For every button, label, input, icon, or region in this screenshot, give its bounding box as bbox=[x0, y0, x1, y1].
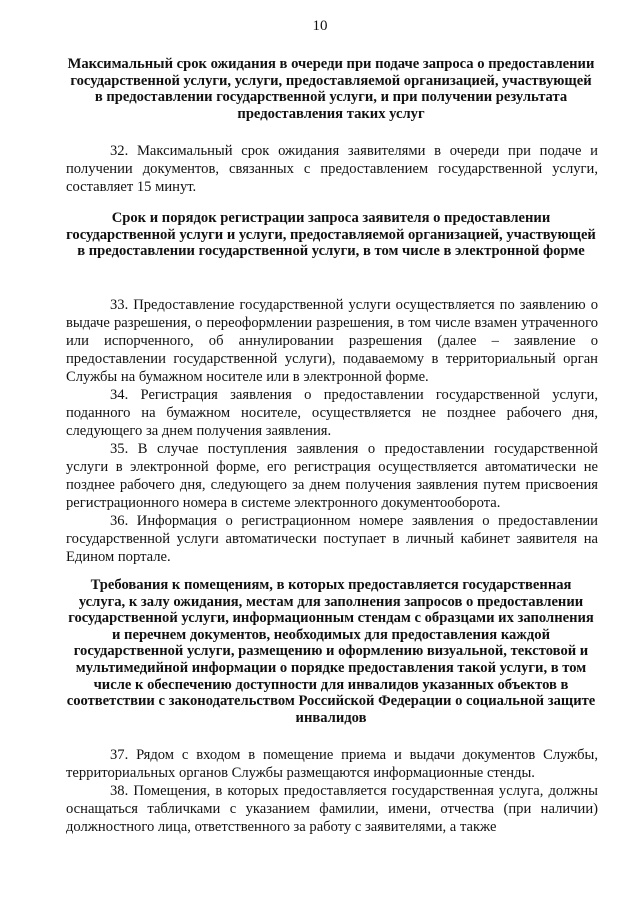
paragraph-36: 36. Информация о регистрационном номере заявления о предоставлении государственной услуги автоматически поступает в личный кабинет заявителя на Едином портале. bbox=[66, 513, 598, 565]
paragraph-32: 32. Максимальный срок ожидания заявителями в очереди при подаче и получении документов, связанных с предоставлением государственной услуги, составляет 15 минут. bbox=[66, 143, 598, 195]
paragraph-38: 38. Помещения, в которых предоставляется государственная услуга, должны оснащаться табличками с указанием фамилии, имени, отчества (при наличии) должностного лица, ответственного за работу с заявителями, а также bbox=[66, 783, 598, 835]
paragraph-35: 35. В случае поступления заявления о предоставлении государственной услуги в электронной форме, его регистрация осуществляется автоматически не позднее рабочего дня, следующего за днем получения заявления путем присвоения регистрационного номера в системе электронного документооборота. bbox=[66, 441, 598, 511]
paragraph-33: 33. Предоставление государственной услуги осуществляется по заявлению о выдаче разрешения, о переоформлении разрешения, в том числе взамен утраченного или испорченного, об аннулировании разрешения (далее – заявление о предоставлении государственной услуги), подаваемому в территориальный орган Службы на бумажном носителе или в электронной форме. bbox=[66, 297, 598, 385]
section-heading-registration: Срок и порядок регистрации запроса заявителя о предоставлении государственной услуги и услуги, предоставляемой организацией, участвующей в предоставлении государственной услуги, в том числе в электронной форме bbox=[66, 210, 596, 260]
paragraph-37: 37. Рядом с входом в помещение приема и выдачи документов Службы, территориальных органов Службы размещаются информационные стенды. bbox=[66, 747, 598, 781]
paragraph-34: 34. Регистрация заявления о предоставлении государственной услуги, поданного на бумажном носителе, осуществляется не позднее рабочего дня, следующего за днем получения заявления. bbox=[66, 387, 598, 439]
section-heading-premises-requirements: Требования к помещениям, в которых предоставляется государственная услуга, к залу ожидания, местам для заполнения запросов о предоставлении государственной услуги, информационным стендам с образцами их заполнения и перечнем документов, необходимых для предоставления каждой государственной услуги, размещению и оформлению визуальной, текстовой и мультимедийной информации о порядке предоставления такой услуги, в том числе к обеспечению доступности для инвалидов указанных объектов в соответствии с законодательством Российской Федерации о социальной защите инвалидов bbox=[66, 577, 596, 726]
section-heading-queue-time: Максимальный срок ожидания в очереди при подаче запроса о предоставлении государственной услуги, услуги, предоставляемой организацией, участвующей в предоставлении государственной услуги, и при получении результата предоставления таких услуг bbox=[67, 56, 595, 122]
page-number: 10 bbox=[312, 18, 328, 34]
